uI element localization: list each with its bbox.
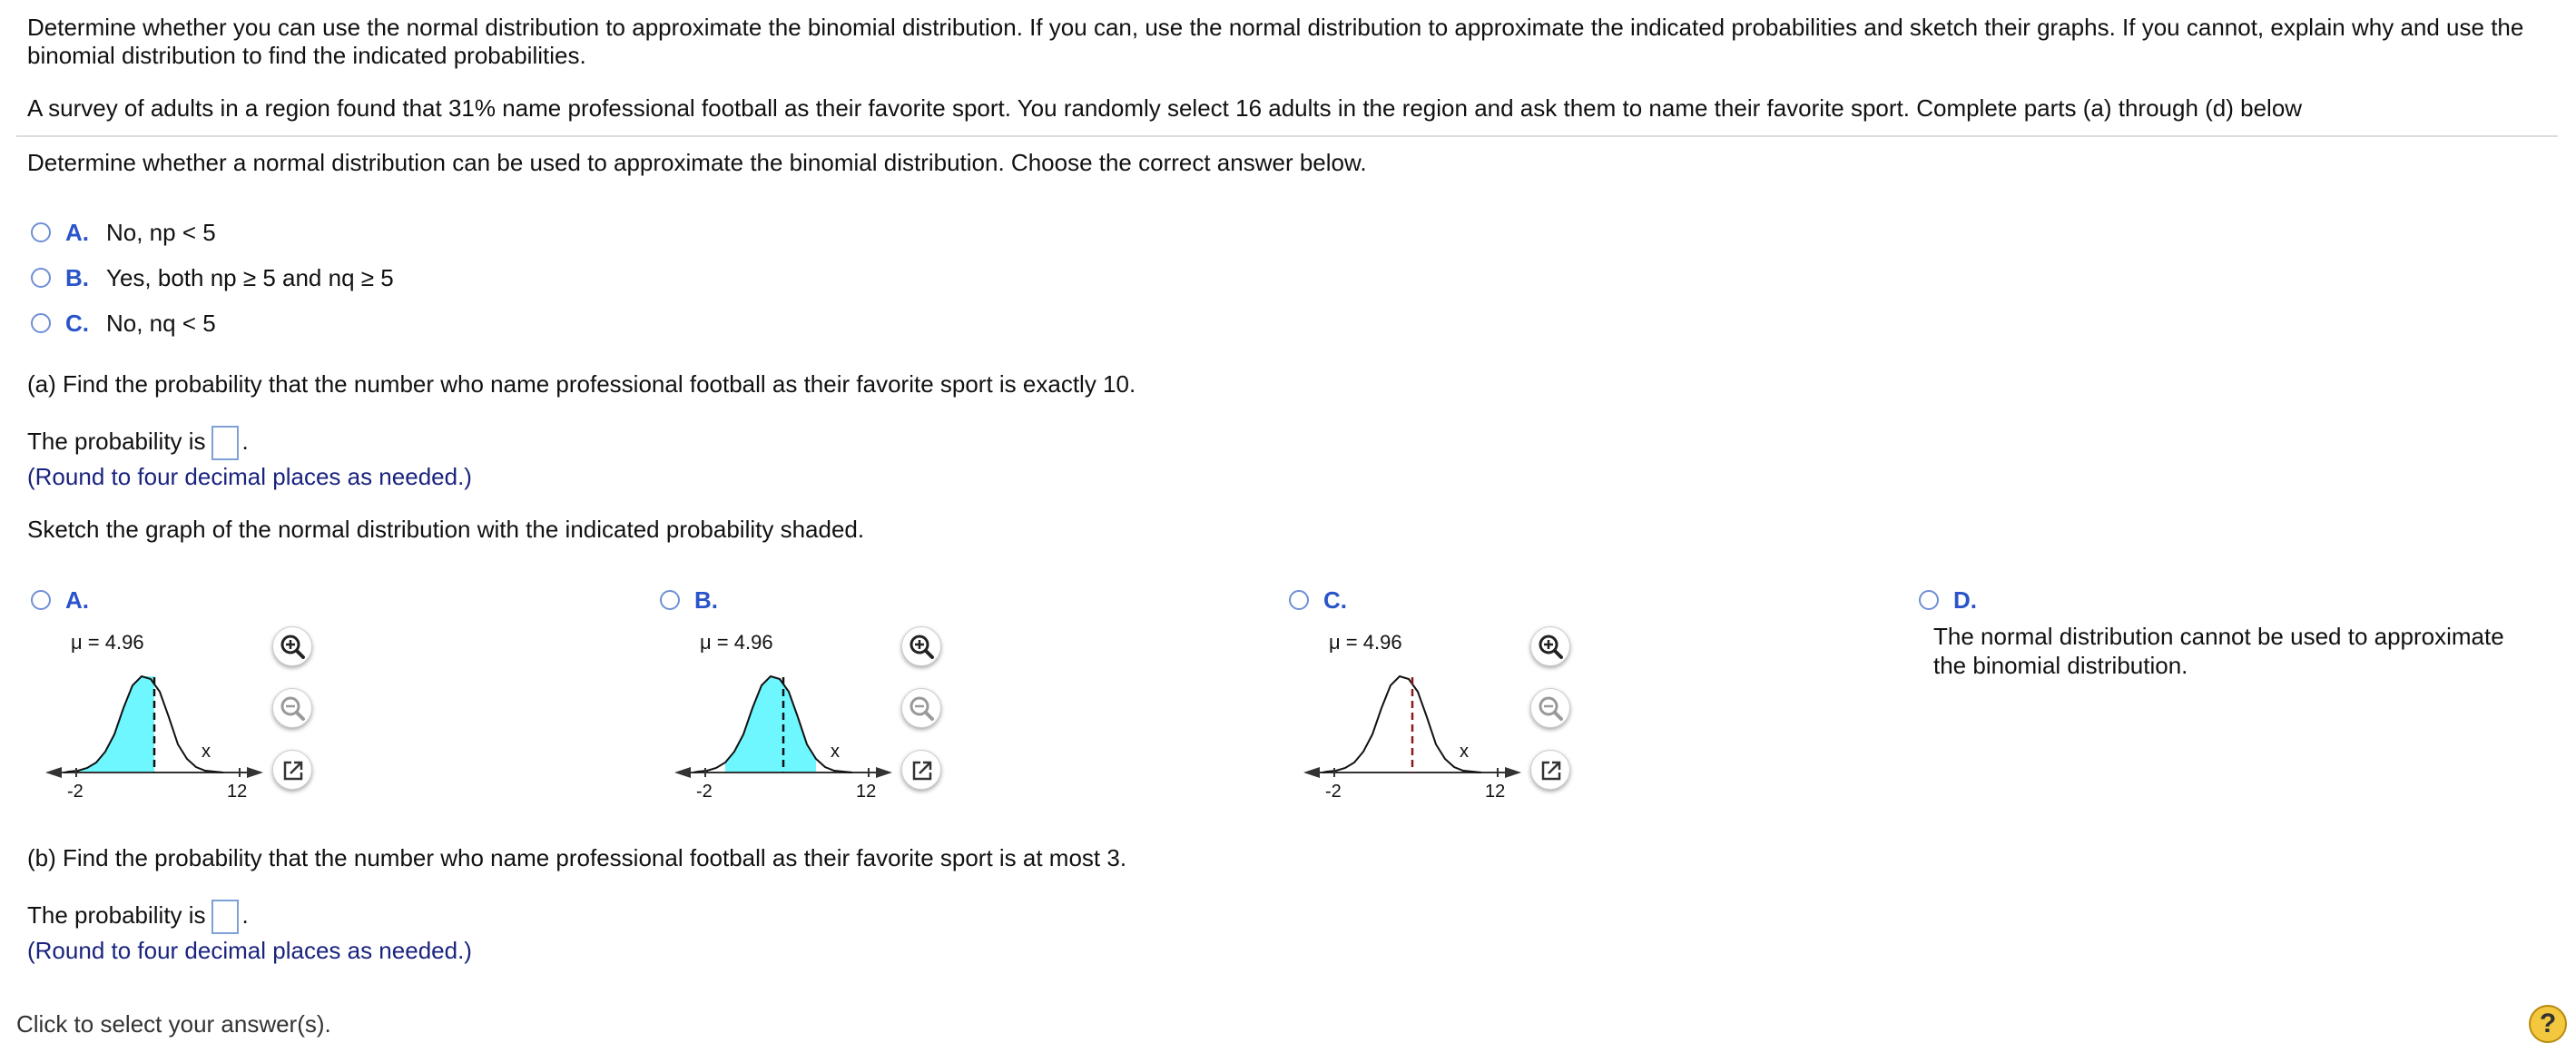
graph-a-zoom-in-button[interactable] [272, 626, 312, 666]
q1-option-c-text[interactable]: No, nq < 5 [106, 310, 216, 337]
q1-option-c-letter[interactable]: C. [65, 310, 89, 337]
part-b-answer-row [27, 900, 249, 934]
graph-b-mu-label: μ = 4.96 [700, 631, 773, 654]
popout-icon [902, 751, 942, 791]
zoom-out-icon [902, 689, 942, 729]
instructions-line2: binomial distribution to find the indicated probabilities. [27, 42, 586, 69]
graph-c-popout-button[interactable] [1530, 750, 1570, 790]
graph-c-axis-arrow-right [1505, 767, 1521, 778]
status-text: Click to select your answer(s). [16, 1010, 331, 1038]
graph-b-popout-button[interactable] [901, 750, 941, 790]
part-b-prompt: (b) Find the probability that the number who name professional football as their favorite sport is at most 3. [27, 844, 1127, 871]
graph-option-b-radio[interactable] [660, 590, 680, 610]
q1-prompt: Determine whether a normal distribution can be used to approximate the binomial distribution. Choose the correct answer below. [27, 149, 1367, 176]
graph-c-curve [1322, 676, 1481, 773]
popout-icon [1531, 751, 1571, 791]
part-a-hint: (Round to four decimal places as needed.) [27, 463, 472, 490]
zoom-out-icon [1531, 689, 1571, 729]
part-a-answer-prefix: The probability is [27, 427, 206, 455]
part-a-answer-input[interactable] [211, 426, 239, 460]
scenario-text: A survey of adults in a region found that 31% name professional football as their favorite sport. You randomly select 16 adults in the region and ask them to name their favorite sport. Complete parts (a) through (d) below [27, 94, 2303, 122]
graph-c-zoom-in-button[interactable] [1530, 626, 1570, 666]
divider [16, 135, 2558, 137]
graph-a-axis-arrow-left [45, 767, 62, 778]
graph-b-tick-right-label: 12 [856, 782, 877, 802]
graph-a-shaded-region [64, 676, 154, 773]
graph-option-d-radio[interactable] [1919, 590, 1939, 610]
graph-b-shaded-region [725, 676, 816, 773]
q1-option-c-radio[interactable] [31, 313, 51, 333]
q1-option-a-letter[interactable]: A. [65, 219, 89, 246]
graph-c-x-label: x [1460, 742, 1469, 762]
sketch-prompt: Sketch the graph of the normal distribution with the indicated probability shaded. [27, 516, 865, 543]
graph-a-tick-right-label: 12 [227, 782, 248, 802]
part-b-answer-prefix: The probability is [27, 900, 206, 929]
graph-a-x-label: x [202, 742, 211, 762]
graph-a-mu-label: μ = 4.96 [71, 631, 144, 654]
graph-option-c-radio[interactable] [1289, 590, 1309, 610]
graph-b-zoom-out-button[interactable] [901, 688, 941, 728]
graph-c-tick-left-label: -2 [1325, 782, 1342, 802]
graph-c-axis-arrow-left [1303, 767, 1320, 778]
part-a-answer-row [27, 426, 249, 460]
graph-option-c-letter[interactable]: C. [1323, 586, 1347, 614]
graph-c-mu-label: μ = 4.96 [1329, 631, 1402, 654]
graph-a-zoom-out-button[interactable] [272, 688, 312, 728]
graph-c-tick-right-label: 12 [1485, 782, 1506, 802]
graph-option-d-letter[interactable]: D. [1953, 586, 1977, 614]
graph-option-a-letter[interactable]: A. [65, 586, 89, 614]
graph-option-a-radio[interactable] [31, 590, 51, 610]
graph-c-zoom-out-button[interactable] [1530, 688, 1570, 728]
zoom-in-icon [1531, 627, 1571, 667]
graph-b-tick-left-label: -2 [696, 782, 713, 802]
graph-b-x-label: x [831, 742, 840, 762]
graph-option-b-letter[interactable]: B. [694, 586, 718, 614]
graph-c-plot [1300, 654, 1527, 790]
graph-b-axis-arrow-right [876, 767, 892, 778]
q1-option-a-text[interactable]: No, np < 5 [106, 219, 216, 246]
graph-a-tick-left-label: -2 [67, 782, 84, 802]
part-b-hint: (Round to four decimal places as needed.) [27, 937, 472, 964]
q1-option-b-letter[interactable]: B. [65, 264, 89, 291]
graph-b-axis-arrow-left [674, 767, 691, 778]
instructions-line1: Determine whether you can use the normal distribution to approximate the binomial distribution. If you can, use the normal distribution to approximate the indicated probabilities and sketch their graphs. If you cannot, explain why and use the [27, 14, 2524, 41]
q1-option-b-text[interactable]: Yes, both np ≥ 5 and nq ≥ 5 [106, 264, 394, 291]
part-b-answer-suffix: . [241, 900, 249, 929]
graph-a-plot [42, 654, 269, 790]
graph-a-popout-button[interactable] [272, 750, 312, 790]
help-button[interactable]: ? [2529, 1005, 2567, 1043]
zoom-in-icon [902, 627, 942, 667]
option-d-text-line2[interactable]: the binomial distribution. [1933, 652, 2188, 679]
q1-option-a-radio[interactable] [31, 222, 51, 242]
part-a-prompt: (a) Find the probability that the number who name professional football as their favorite sport is exactly 10. [27, 370, 1136, 398]
popout-icon [273, 751, 313, 791]
zoom-out-icon [273, 689, 313, 729]
graph-a-axis-arrow-right [247, 767, 263, 778]
graph-b-zoom-in-button[interactable] [901, 626, 941, 666]
part-b-answer-input[interactable] [211, 900, 239, 934]
zoom-in-icon [273, 627, 313, 667]
graph-b-plot [671, 654, 898, 790]
q1-option-b-radio[interactable] [31, 268, 51, 288]
part-a-answer-suffix: . [241, 427, 249, 455]
option-d-text-line1[interactable]: The normal distribution cannot be used to approximate [1933, 623, 2504, 650]
